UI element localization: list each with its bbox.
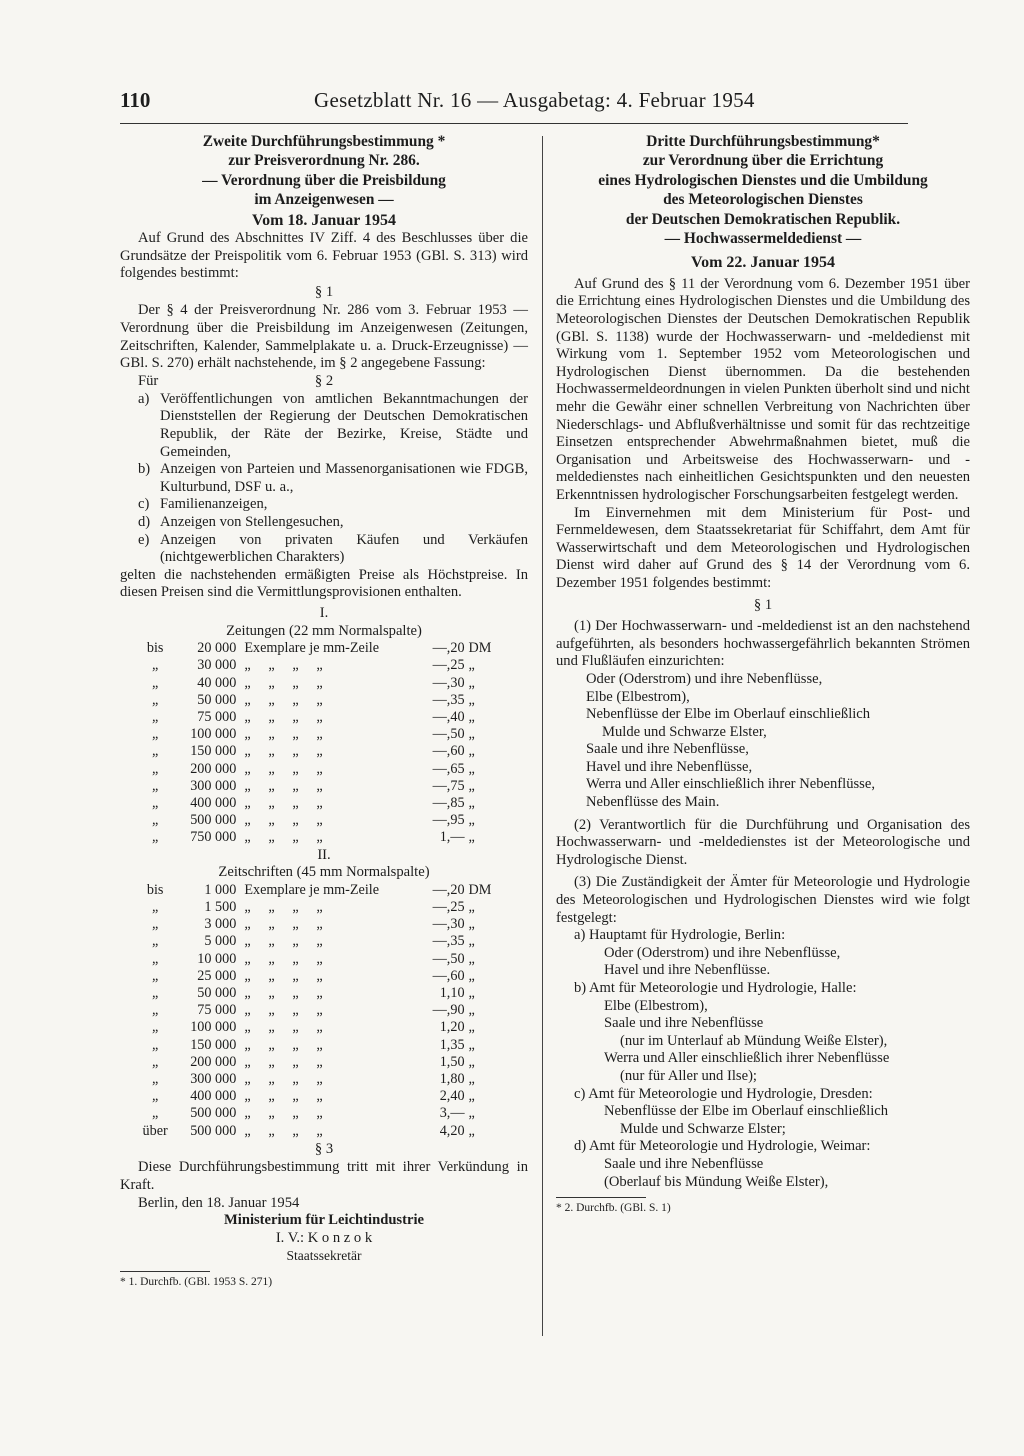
cell-pre: bis [146, 881, 164, 898]
cell-cur: „ [468, 743, 475, 760]
table-row [132, 778, 502, 795]
cell-pre: „ [151, 1088, 159, 1105]
signature-block [120, 1212, 528, 1265]
left-column [120, 132, 528, 1289]
gazette-title: Gesetzblatt Nr. 16 — Ausgabetag: 4. Februar 1954 [314, 88, 755, 112]
cell-price: —,35 [432, 691, 465, 708]
s2-outro: gelten die nachstehenden ermäßigten Preise als Höchstpreise. In diesen Preisen sind die Vermittlungsprovisionen enthalten. [120, 566, 528, 601]
intro-paragraph: Auf Grund des § 11 der Verordnung vom 6. Dezember 1951 über die Errichtung eines Hydrologischen Dienstes und die Umbildung des Meteorologischen Dienstes der Deutschen Demokratischen Republik (GBl. S. 1138) wurde der Hochwasserwarn- und -meldedienst mit Wirkung vom 1. September 1952 vom Meteorologischen und Hydrologischen Dienst übernommen. Da die bestehenden Hochwassermeldeordnungen in vielen Punkten überholt sind und nicht mehr die Gewähr einer schnellen Verbreitung von Nachrichten über Niederschlags- und Abflußverhältnisse und somit für das rechtzeitige Einsetzen entsprechender Abwehrmaßnahmen bietet, muß die Organisation und Arbeitsweise des Hochwasserwarn- und -meldedienstes nach einheitlichen Gesichtspunkten und den neuesten Erkenntnissen hydrologischer Forschungsarbeiten festgelegt werden. [556, 275, 970, 503]
river-list [556, 671, 970, 812]
ministry-name: Ministerium für Leichtindustrie [224, 1212, 424, 1229]
cell-pre: über [142, 1122, 168, 1139]
place-date: Berlin, den 18. Januar 1954 [138, 1194, 300, 1211]
cell-qty: 500 000 [190, 1122, 237, 1139]
cell-qty: 200 000 [190, 760, 237, 777]
right-title [556, 132, 970, 273]
cell-pre: „ [151, 657, 159, 674]
title-line: im Anzeigenwesen — [254, 191, 394, 209]
cell-price: —,30 [432, 674, 465, 691]
cell-qty: 750 000 [190, 829, 237, 846]
section-1-para-2: (2) Verantwortlich für die Durchführung und Organisation des Hochwasserwarn- und -meldedienstes ist der Meteorologische und Hydrologische Dienst. [556, 816, 970, 868]
cell-cur: „ [468, 967, 475, 984]
cell-price: —,60 [432, 967, 465, 984]
left-title [120, 132, 528, 230]
cell-qty: 5 000 [204, 933, 237, 950]
cell-cur: „ [468, 794, 475, 811]
cell-qty: 150 000 [190, 1036, 237, 1053]
intro-paragraph-2: Im Einvernehmen mit dem Ministerium für Post- und Fernmeldewesen, dem Staatssekretariat für Schiffahrt, dem Amt für Wasserwirtschaft und dem Meteorologischen und Hydrologischen Dienst wird daher auf Grund des § 14 der Verordnung vom 6. Dezember 1951 folgendes bestimmt: [556, 504, 970, 591]
cell-price: 4,20 [439, 1122, 465, 1139]
cell-cur: „ [468, 1036, 475, 1053]
cell-unit: „ „ „ „ [244, 1036, 323, 1053]
cell-pre: „ [151, 916, 159, 933]
cell-unit: „ „ „ „ [244, 1002, 323, 1019]
cell-unit: „ „ „ „ [244, 726, 323, 743]
table-row [132, 726, 502, 743]
footnote-rule [120, 1271, 210, 1272]
zone-item: c) Amt für Meteorologie und Hydrologie, Dresden: Nebenflüsse der Elbe im Oberlauf einschließlich Mulde und Schwarze Elster; [574, 1085, 889, 1137]
cell-cur: „ [468, 898, 475, 915]
cell-unit: Exemplare je mm-Zeile [244, 881, 380, 898]
cell-qty: 1 000 [204, 881, 237, 898]
zone-item: a) Hauptamt für Hydrologie, Berlin: Oder (Oderstrom) und ihre Nebenflüsse, Havel und ihre Nebenflüsse. [574, 927, 841, 979]
cell-cur: „ [468, 1105, 475, 1122]
cell-price: —,40 [432, 708, 465, 725]
table-row [132, 933, 502, 950]
table-row [132, 761, 502, 778]
cell-unit: „ „ „ „ [244, 691, 323, 708]
cell-unit: „ „ „ „ [244, 657, 323, 674]
list-item: Saale und ihre Nebenflüsse, [586, 741, 749, 758]
cell-cur: „ [468, 829, 475, 846]
cell-cur: „ [468, 760, 475, 777]
cell-qty: 20 000 [197, 640, 237, 657]
table-row [132, 657, 502, 674]
table-row [132, 916, 502, 933]
cell-pre: „ [151, 743, 159, 760]
cell-unit: „ „ „ „ [244, 829, 323, 846]
cell-unit: „ „ „ „ [244, 812, 323, 829]
table-row [132, 1105, 502, 1122]
cell-unit: „ „ „ „ [244, 794, 323, 811]
cell-unit: „ „ „ „ [244, 760, 323, 777]
cell-qty: 400 000 [190, 1088, 237, 1105]
zone-item: b) Amt für Meteorologie und Hydrologie, Halle: Elbe (Elbestrom), Saale und ihre Nebenflüsse (nur im Unterlauf ab Mündung Weiße Elster), Werra und Aller einschließlich ihrer Nebenflüsse (nur für Aller und Ilse); [574, 980, 890, 1084]
cell-price: —,20 [432, 640, 465, 657]
cell-unit: „ „ „ „ [244, 1019, 323, 1036]
section-heading: § 1 [314, 283, 334, 300]
cell-pre: bis [146, 640, 164, 657]
cell-qty: 50 000 [197, 691, 237, 708]
zone-item: d) Amt für Meteorologie und Hydrologie, Weimar: Saale und ihre Nebenflüsse (Oberlauf bis Mündung Weiße Elster), [574, 1138, 871, 1190]
cell-qty: 1 500 [204, 898, 237, 915]
cell-cur: „ [468, 916, 475, 933]
cell-unit: „ „ „ „ [244, 950, 323, 967]
section-3-text: Diese Durchführungsbestimmung tritt mit ihrer Verkündung in Kraft. [120, 1159, 528, 1193]
cell-unit: „ „ „ „ [244, 1122, 323, 1139]
cell-unit: „ „ „ „ [244, 708, 323, 725]
intro-paragraph: Auf Grund des Abschnittes IV Ziff. 4 des Beschlusses über die Grundsätze der Preispolitik vom 6. Februar 1953 (GBl. S. 313) wird folgendes bestimmt: [120, 230, 528, 282]
cell-unit: „ „ „ „ [244, 916, 323, 933]
cell-price: 1,20 [439, 1019, 465, 1036]
cell-pre: „ [151, 1105, 159, 1122]
cell-price: —,95 [432, 812, 465, 829]
list-item: Havel und ihre Nebenflüsse, [586, 758, 753, 775]
section-heading: § 3 [314, 1140, 334, 1157]
cell-pre: „ [151, 760, 159, 777]
section-heading: § 2 [314, 372, 334, 389]
cell-qty: 300 000 [190, 1070, 237, 1087]
cell-qty: 40 000 [197, 674, 237, 691]
table-row [132, 709, 502, 726]
cell-qty: 100 000 [190, 1019, 237, 1036]
cell-pre: „ [151, 726, 159, 743]
table2-heading: Zeitschriften (45 mm Normalspalte) [218, 864, 430, 881]
column-divider [542, 136, 543, 1336]
footnote: * 2. Durchfb. (GBl. S. 1) [556, 1202, 671, 1215]
cell-cur: „ [468, 1088, 475, 1105]
cell-pre: „ [151, 777, 159, 794]
cell-pre: „ [151, 933, 159, 950]
cell-cur: „ [468, 657, 475, 674]
table-row [132, 985, 502, 1002]
cell-price: —,25 [432, 657, 465, 674]
cell-pre: „ [151, 1002, 159, 1019]
title-line: eines Hydrologischen Dienstes und die Umbildung [598, 171, 928, 189]
cell-pre: „ [151, 691, 159, 708]
cell-price: 1,80 [439, 1070, 465, 1087]
list-item: Nebenflüsse der Elbe im Oberlauf einschließlich [586, 706, 871, 723]
table-row [132, 968, 502, 985]
page-header [120, 88, 930, 118]
table-row [132, 1088, 502, 1105]
section-heading: § 1 [753, 596, 773, 613]
title-line: der Deutschen Demokratischen Republik. [625, 210, 901, 228]
cell-price: —,90 [432, 1002, 465, 1019]
footnote: * 1. Durchfb. (GBl. 1953 S. 271) [120, 1275, 273, 1288]
cell-price: 3,— [439, 1105, 465, 1122]
cell-pre: „ [151, 708, 159, 725]
table-row [132, 692, 502, 709]
cell-unit: „ „ „ „ [244, 743, 323, 760]
section-1-para-3: (3) Die Zuständigkeit der Ämter für Meteorologie und Hydrologie des Meteorologischen und Hydrologischen Dienstes wird wie folgt festgelegt: [556, 874, 970, 926]
cell-pre: „ [151, 984, 159, 1001]
cell-cur: DM [468, 881, 492, 898]
cell-qty: 150 000 [190, 743, 237, 760]
footnote-rule [556, 1197, 646, 1198]
table-row [132, 1019, 502, 1036]
cell-cur: „ [468, 1002, 475, 1019]
list-item: b) Anzeigen von Parteien und Massenorganisationen wie FDGB, Kulturbund, DSF u. a., [138, 461, 528, 495]
table-row [132, 640, 502, 657]
list-item: d) Anzeigen von Stellengesuchen, [138, 513, 344, 530]
cell-pre: „ [151, 1070, 159, 1087]
cell-unit: „ „ „ „ [244, 967, 323, 984]
section-1-para-1: (1) Der Hochwasserwarn- und -meldedienst ist an den nachstehend aufgeführten, als besonders hochwassergefährlich bekannten Strömen und Flußläufen einzurichten: [556, 618, 970, 670]
cell-pre: „ [151, 1036, 159, 1053]
cell-unit: „ „ „ „ [244, 1053, 323, 1070]
signer-name: I. V.: K o n z o k [275, 1229, 373, 1246]
cell-price: —,50 [432, 950, 465, 967]
table-row [132, 812, 502, 829]
cell-cur: „ [468, 726, 475, 743]
list-item: Nebenflüsse des Main. [586, 794, 720, 811]
title-line: des Meteorologischen Dienstes [663, 191, 863, 209]
cell-pre: „ [151, 967, 159, 984]
decree-date: Vom 18. Januar 1954 [251, 211, 397, 229]
list-item: Elbe (Elbestrom), [586, 688, 690, 705]
cell-qty: 100 000 [190, 726, 237, 743]
cell-pre: „ [151, 1053, 159, 1070]
cell-price: —,25 [432, 898, 465, 915]
table-row [132, 1037, 502, 1054]
title-line: Zweite Durchführungsbestimmung * [202, 133, 446, 150]
cell-qty: 75 000 [197, 708, 237, 725]
page-number: 110 [120, 88, 151, 112]
table-row [132, 795, 502, 812]
cell-cur: „ [468, 1053, 475, 1070]
cell-qty: 200 000 [190, 1053, 237, 1070]
cell-unit: „ „ „ „ [244, 1105, 323, 1122]
s2-list [120, 391, 528, 567]
cell-price: 2,40 [439, 1088, 465, 1105]
decree-date: Vom 22. Januar 1954 [690, 254, 836, 272]
cell-price: 1,— [439, 829, 465, 846]
table1-heading: Zeitungen (22 mm Normalspalte) [226, 622, 422, 639]
cell-cur: „ [468, 1122, 475, 1139]
cell-cur: „ [468, 691, 475, 708]
cell-price: —,35 [432, 933, 465, 950]
table-row [132, 743, 502, 760]
cell-cur: „ [468, 950, 475, 967]
cell-price: —,85 [432, 794, 465, 811]
cell-unit: „ „ „ „ [244, 933, 323, 950]
cell-qty: 25 000 [197, 967, 237, 984]
table-row [132, 951, 502, 968]
cell-price: —,20 [432, 881, 465, 898]
cell-price: 1,50 [439, 1053, 465, 1070]
cell-qty: 300 000 [190, 777, 237, 794]
cell-price: —,75 [432, 777, 465, 794]
list-item: c) Familienanzeigen, [138, 496, 268, 513]
right-column [556, 132, 970, 1215]
cell-qty: 500 000 [190, 1105, 237, 1122]
cell-price: 1,35 [439, 1036, 465, 1053]
cell-pre: „ [151, 829, 159, 846]
s2-lead: Für [138, 372, 159, 389]
cell-cur: „ [468, 674, 475, 691]
cell-cur: DM [468, 640, 492, 657]
cell-qty: 500 000 [190, 812, 237, 829]
signer-role: Staatssekretär [286, 1248, 362, 1264]
list-item: Werra und Aller einschließlich ihrer Nebenflüsse, [586, 776, 875, 793]
table-row [132, 1123, 502, 1140]
cell-unit: „ „ „ „ [244, 1088, 323, 1105]
table-row [132, 1071, 502, 1088]
list-item: Mulde und Schwarze Elster, [602, 723, 767, 740]
cell-pre: „ [151, 812, 159, 829]
cell-price: —,60 [432, 743, 465, 760]
cell-unit: „ „ „ „ [244, 1070, 323, 1087]
table-row [132, 1002, 502, 1019]
cell-cur: „ [468, 1070, 475, 1087]
cell-cur: „ [468, 984, 475, 1001]
cell-qty: 30 000 [197, 657, 237, 674]
table-row [132, 899, 502, 916]
table-row [132, 1054, 502, 1071]
cell-qty: 10 000 [197, 950, 237, 967]
cell-price: —,30 [432, 916, 465, 933]
title-line: Dritte Durchführungsbestimmung* [646, 133, 880, 150]
table2-numeral: II. [317, 846, 331, 863]
table1-numeral: I. [319, 604, 329, 621]
magazine-rate-table [132, 882, 502, 1140]
list-item: e) Anzeigen von privaten Käufen und Verkäufen (nichtgewerblichen Charakters) [138, 531, 528, 566]
list-item: a) Veröffentlichungen von amtlichen Bekanntmachungen der Dienststellen der Regierung der Deutschen Demokratischen Republik, der Räte der Bezirke, Kreise, Städte und Gemeinden, [138, 390, 528, 460]
table-row [132, 675, 502, 692]
cell-qty: 400 000 [190, 794, 237, 811]
header-rule [120, 123, 908, 124]
cell-cur: „ [468, 1019, 475, 1036]
cell-qty: 75 000 [197, 1002, 237, 1019]
cell-price: —,65 [432, 760, 465, 777]
cell-price: 1,10 [439, 984, 465, 1001]
cell-pre: „ [151, 898, 159, 915]
cell-unit: „ „ „ „ [244, 777, 323, 794]
cell-unit: „ „ „ „ [244, 674, 323, 691]
cell-qty: 50 000 [197, 984, 237, 1001]
title-line: — Hochwassermeldedienst — [664, 230, 862, 248]
table-row [132, 829, 502, 846]
cell-pre: „ [151, 1019, 159, 1036]
cell-pre: „ [151, 674, 159, 691]
cell-cur: „ [468, 933, 475, 950]
title-line: zur Verordnung über die Errichtung [642, 152, 884, 170]
section-1-text: Der § 4 der Preisverordnung Nr. 286 vom 3. Februar 1953 — Verordnung über die Preisbildung im Anzeigenwesen (Zeitungen, Zeitschriften, Kalender, Sammelplakate u. a. Druck-Erzeugnisse) — GBl. S. 270) erhält nachstehende, im § 2 angegebene Fassung: [120, 302, 528, 372]
cell-unit: Exemplare je mm-Zeile [244, 640, 380, 657]
cell-cur: „ [468, 708, 475, 725]
cell-unit: „ „ „ „ [244, 984, 323, 1001]
zone-list [556, 927, 970, 1191]
newspaper-rate-table [132, 640, 502, 846]
cell-unit: „ „ „ „ [244, 898, 323, 915]
cell-pre: „ [151, 950, 159, 967]
cell-cur: „ [468, 812, 475, 829]
cell-qty: 3 000 [204, 916, 237, 933]
cell-pre: „ [151, 794, 159, 811]
title-line: — Verordnung über die Preisbildung [202, 171, 446, 189]
list-item: Oder (Oderstrom) und ihre Nebenflüsse, [586, 670, 823, 687]
table-row [132, 882, 502, 899]
cell-price: —,50 [432, 726, 465, 743]
title-line: zur Preisverordnung Nr. 286. [228, 152, 420, 170]
cell-cur: „ [468, 777, 475, 794]
